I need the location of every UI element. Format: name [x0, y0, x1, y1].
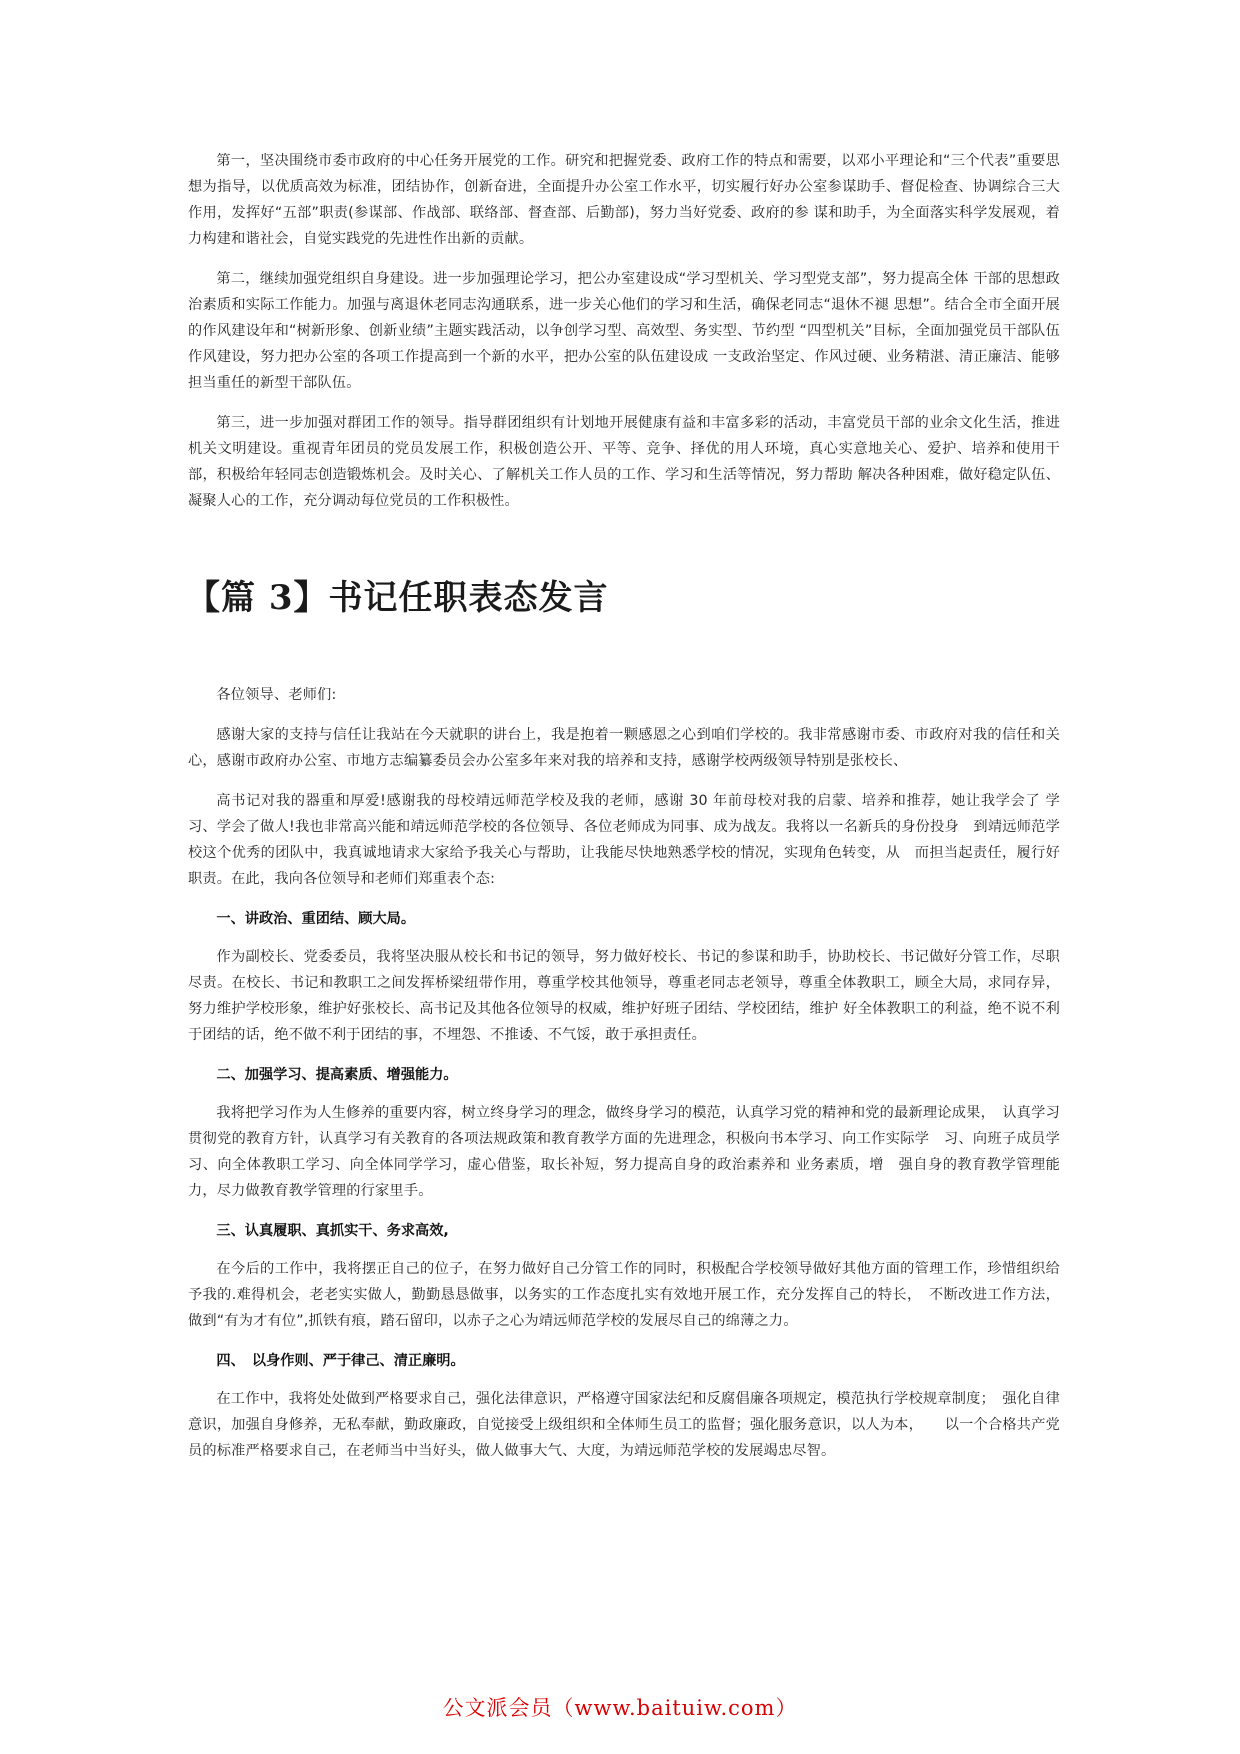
document-page	[188, 148, 1060, 1464]
section-title: 【篇 3】书记任职表态发言	[186, 578, 609, 618]
greeting: 各位领导、老师们:	[216, 687, 337, 703]
intro-paragraph-b: 高书记对我的器重和厚爱!感谢我的母校靖远师范学校及我的老师，感谢 30 年前母校对我的启蒙、培养和推荐，她让我学会了 学习、学会了做人!我也非常高兴能和靖远师范学校的各位领导、各位老师成为同事、成为战友。我将以一名新兵的身份投身 到靖远师范学校这个优秀的团队中，我真诚地请求大家给予我关心与帮助，让我能尽快地熟悉学校的情况，实现角色转变，从 而担当起责任，履行好职责。在此，我向各位领导和老师们郑重表个态:	[188, 793, 1060, 887]
item-heading-2: 二、加强学习、提高素质、增强能力。	[216, 1067, 458, 1083]
paragraph-first: 第一，坚决围绕市委市政府的中心任务开展党的工作。研究和把握党委、政府工作的特点和需要，以邓小平理论和“三个代表”重要思想为指导，以优质高效为标准，团结协作，创新奋进，全面提升办公室工作水平，切实履行好办公室参谋助手、督促检查、协调综合三大作用，发挥好“五部”职责(参谋部、作战部、联络部、督查部、后勤部)，努力当好党委、政府的参 谋和助手，为全面落实科学发展观，着力构建和谐社会，自觉实践党的先进性作出新的贡献。	[188, 153, 1060, 247]
footer-watermark: 公文派会员（www.baituiw.com）	[442, 1696, 798, 1720]
item-body-2: 我将把学习作为人生修养的重要内容，树立终身学习的理念，做终身学习的模范，认真学习党的精神和党的最新理论成果， 认真学习贯彻党的教育方针，认真学习有关教育的各项法规政策和教育教学方面的先进理念，积极向书本学习、向工作实际学 习、向班子成员学习、向全体教职工学习、向全体同学学习，虚心借鉴，取长补短，努力提高自身的政治素养和 业务素质，增 强自身的教育教学管理能力，尽力做教育教学管理的行家里手。	[188, 1105, 1060, 1199]
item-body-1: 作为副校长、党委委员，我将坚决服从校长和书记的领导，努力做好校长、书记的参谋和助手，协助校长、书记做好分管工作，尽职尽责。在校长、书记和教职工之间发挥桥梁纽带作用，尊重学校其他领导，尊重老同志老领导，尊重全体教职工，顾全大局，求同存异，努力维护学校形象，维护好张校长、高书记及其他各位领导的权威，维护好班子团结、学校团结，维护 好全体教职工的利益，绝不说不利于团结的话，绝不做不利于团结的事，不埋怨、不推诿、不气馁，敢于承担责任。	[188, 949, 1060, 1043]
item-body-3: 在今后的工作中，我将摆正自己的位子，在努力做好自己分管工作的同时，积极配合学校领导做好其他方面的管理工作，珍惜组织给予我的.难得机会，老老实实做人，勤勤恳恳做事，以务实的工作态度扎实有效地开展工作，充分发挥自己的特长， 不断改进工作方法，做到“有为才有位”,抓铁有痕，踏石留印，以赤子之心为靖远师范学校的发展尽自己的绵薄之力。	[188, 1261, 1060, 1329]
item-heading-4: 四、 以身作则、严于律己、清正廉明。	[216, 1353, 465, 1369]
intro-paragraph-a: 感谢大家的支持与信任让我站在今天就职的讲台上，我是抱着一颗感恩之心到咱们学校的。我非常感谢市委、市政府对我的信任和关心，感谢市政府办公室、市地方志编纂委员会办公室多年来对我的培养和支持，感谢学校两级领导特别是张校长、	[188, 727, 1060, 769]
item-heading-1: 一、讲政治、重团结、顾大局。	[216, 911, 416, 927]
item-heading-3: 三、认真履职、真抓实干、务求高效,	[216, 1223, 449, 1239]
paragraph-third: 第三，进一步加强对群团工作的领导。指导群团组织有计划地开展健康有益和丰富多彩的活动，丰富党员干部的业余文化生活，推进机关文明建设。重视青年团员的党员发展工作，积极创造公开、平等、竞争、择优的用人环境，真心实意地关心、爱护、培养和使用干部，积极给年轻同志创造锻炼机会。及时关心、了解机关工作人员的工作、学习和生活等情况，努力帮助 解决各种困难，做好稳定队伍、凝聚人心的工作，充分调动每位党员的工作积极性。	[188, 415, 1060, 509]
paragraph-second: 第二，继续加强党组织自身建设。进一步加强理论学习，把公办室建设成“学习型机关、学习型党支部”，努力提高全体 干部的思想政治素质和实际工作能力。加强与离退休老同志沟通联系，进一步关心他们的学习和生活，确保老同志“退休不褪 思想”。结合全市全面开展的作风建设年和“树新形象、创新业绩”主题实践活动，以争创学习型、高效型、务实型、节约型 “四型机关”目标，全面加强党员干部队伍作风建设，努力把办公室的各项工作提高到一个新的水平，把办公室的队伍建设成 一支政治坚定、作风过硬、业务精湛、清正廉洁、能够担当重任的新型干部队伍。	[188, 271, 1060, 391]
item-body-4: 在工作中，我将处处做到严格要求自己，强化法律意识，严格遵守国家法纪和反腐倡廉各项规定，模范执行学校规章制度； 强化自律意识，加强自身修养，无私奉献，勤政廉政，自觉接受上级组织和全体师生员工的监督；强化服务意识，以人为本， 以一个合格共产党员的标准严格要求自己，在老师当中当好头，做人做事大气、大度，为靖远师范学校的发展竭忠尽智。	[188, 1391, 1060, 1459]
